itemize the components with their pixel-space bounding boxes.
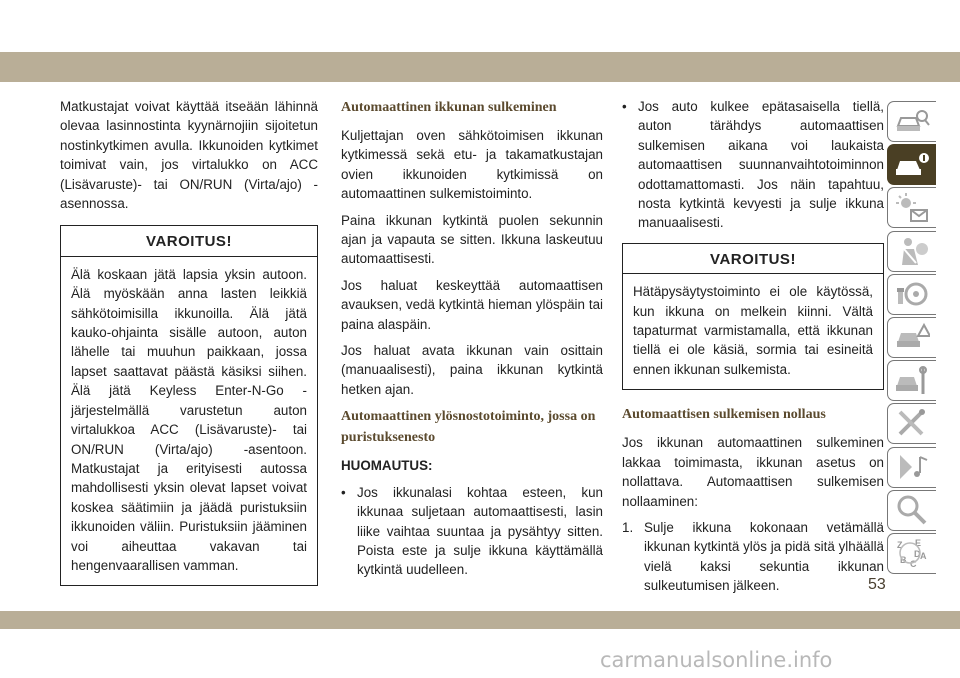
car-warning-icon [894,321,930,353]
steering-wheel-icon [894,278,930,310]
tab-warning-lights[interactable] [887,187,936,228]
chapter-tabs [887,101,936,576]
paragraph: Kuljettajan oven sähkötoimisen ikkunan kytkimessä sekä etu- ja takamatkustajan ovien ikkunoiden kytkimissä on automaattinen sulkemistoiminto. [341,128,603,202]
airbag-seatbelt-icon [894,235,930,267]
note-heading: HUOMAUTUS: [341,458,433,474]
bullet-mark: • [622,99,627,114]
svg-text:A: A [920,551,927,562]
warning-box [60,225,318,586]
svg-text:E: E [915,538,922,549]
tab-search[interactable] [887,490,936,531]
tab-multimedia[interactable] [887,447,936,488]
bullet-text: Jos ikkunalasi kohtaa esteen, kun ikkunaa suljetaan automaattisesti, lasin liike vaihtaa suuntaa ja pysähtyy sitten. Poista este ja sulje ikkuna käyttämällä kytkintä uudelleen. [357,484,603,578]
intro-paragraph: Matkustajat voivat käyttää itseään lähinnä olevaa lasinnostinta kyynärnojiin sijoitetun nostinkytkimen avulla. Ikkunoiden kytkimet toimivat vain, jos virtalukko on ACC (Lisävaruste)- tai ON/RUN (Virta/ajo) -asennossa. [60,99,318,212]
header-band [0,52,960,82]
column-middle [341,97,603,586]
svg-text:Z: Z [897,540,903,551]
paragraph: Jos haluat keskeyttää automaattisen avauksen, vedä kytkintä hieman ylöspäin tai paina alaspäin. [341,277,603,332]
paragraph: Jos haluat avata ikkunan vain osittain (manuaalisesti), paina ikkunan kytkintä hetken ajan. [341,343,603,397]
footer-band [0,611,960,629]
warning-text: Hätäpysäytystoiminto ei ole käytössä, kun ikkuna on melkein kiinni. Vältä tapaturmat varmistamalla, että ikkunan tiellä ei ole käsiä, sormia tai esineitä ennen ikkunan sulkemista. [633,284,873,377]
page-number: 53 [868,576,886,593]
paragraph: Paina ikkunan kytkintä puolen sekunnin ajan ja vapauta se sitten. Ikkuna laskeutuu automaattisesti. [341,212,603,267]
section-heading-auto-close: Automaattinen ikkunan sulkeminen [341,100,557,115]
search-magnifier-icon [894,494,930,526]
tab-car-info[interactable] [887,144,936,185]
warning-title: VAROITUS! [623,244,883,274]
tab-steering-wheel[interactable] [887,274,936,315]
tab-index[interactable] [887,533,936,574]
warning-title: VAROITUS! [61,226,317,256]
paragraph: Jos ikkunan automaattinen sulkeminen lakkaa toimimasta, ikkunan asetus on nollattava. Automaattisen sulkemisen nollaaminen: [622,435,884,509]
warning-lights-message-icon [894,192,930,224]
column-left [60,97,318,586]
column-right [622,97,884,596]
alphabet-index-icon [894,537,930,569]
bullet-item [622,97,884,233]
svg-text:C: C [910,559,917,570]
car-info-icon [894,149,930,181]
section-heading-pinch-protection: Automaattinen ylösnostotoiminto, jossa on puristuksenesto [341,409,596,446]
multimedia-music-icon [894,451,930,483]
svg-text:B: B [900,555,907,566]
bullet-text: Jos auto kulkee epätasaisella tiellä, auton tärähdys automaattisen sulkemisen aikana voi laukaista automaattisen suunnanvaihtotoiminnon odottamattomasti. Jos näin tapahtuu, nosta kytkintä kevyesti ja sulje ikkuna manuaalisesti. [638,99,884,231]
tab-car-magnifier[interactable] [887,101,936,142]
tab-car-wrench[interactable] [887,360,936,401]
bullet-item [341,483,603,580]
section-heading-reset: Automaattisen sulkemisen nollaus [622,407,826,423]
car-wrench-icon [894,365,930,397]
warning-text: Älä koskaan jätä lapsia yksin autoon. Älä myöskään anna lasten leikkiä sähkötoimisilla ikkunoilla. Älä jätä kauko-ohjainta sisälle autoon, auton lähelle tai muuhun paikkaan, jossa lapset saattavat päästä käsiksi siihen. Älä jätä Keyless Enter-N-Go -järjestelmällä varustetun auton virtalukkoa ACC (Lisävaruste)- tai ON/RUN (Virta/ajo) -asentoon. Matkustajat ja erityisesti autossa mahdollisesti yksin olevat lapset voivat koskea säätimiin ja jäädä puristuksiin ikkunoiden väliin. Puristuksiin jääminen voi aiheuttaa vakavan tai hengenvaarallisen vamman. [71,266,307,573]
step-text: Sulje ikkuna kokonaan vetämällä ikkunan kytkintä ylös ja pidä sitä ylhäällä vielä kaksi sekuntia ikkunan sulkeutumisen jälkeen. [644,519,884,594]
warning-box [622,243,884,390]
car-magnifier-icon [894,106,930,138]
numbered-step [622,518,884,596]
tab-airbag-seatbelt[interactable] [887,231,936,272]
service-tools-icon [894,408,930,440]
step-number: 1. [622,519,634,535]
tab-service-tools[interactable] [887,403,936,444]
tab-car-warning[interactable] [887,317,936,358]
watermark: carmanualsonline.info [600,648,833,672]
bullet-mark: • [341,484,346,500]
svg-text:D: D [914,549,921,560]
